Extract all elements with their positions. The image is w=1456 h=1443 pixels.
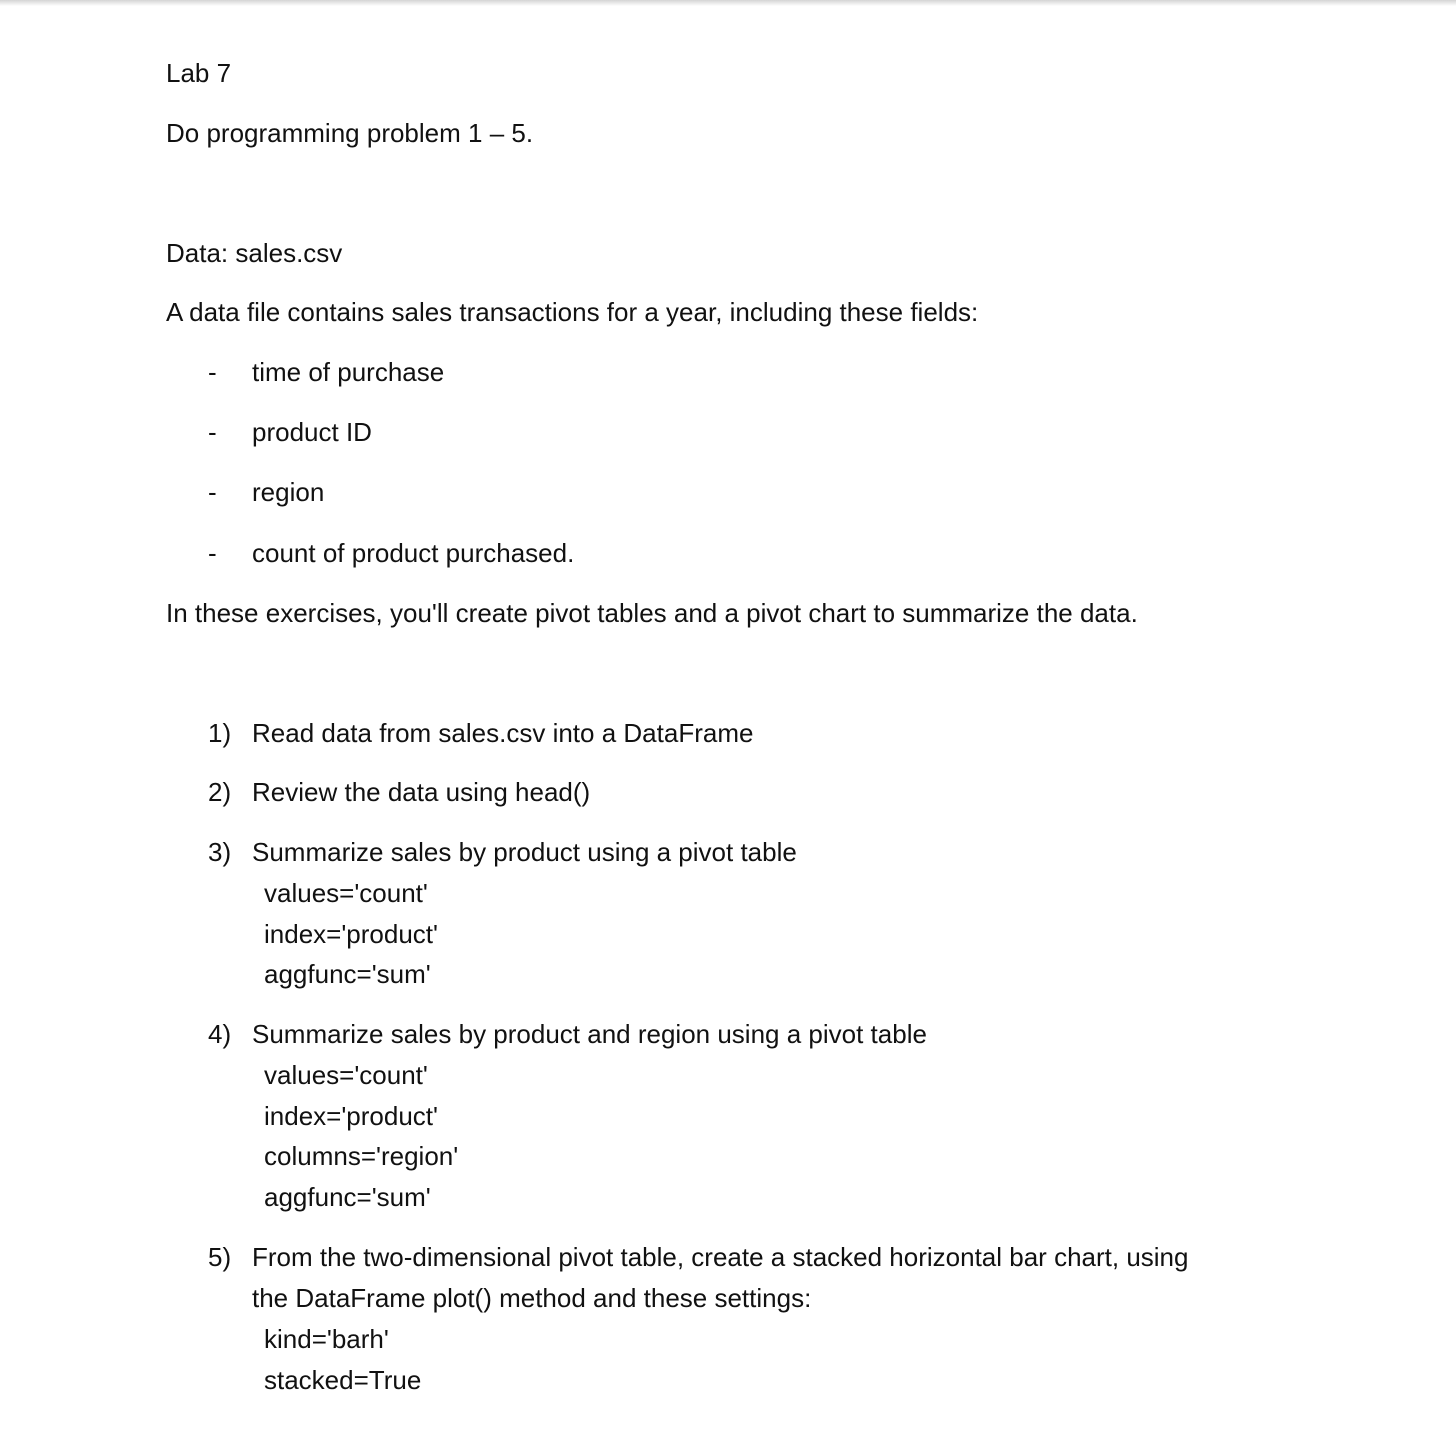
problem-param: aggfunc='sum' — [264, 959, 431, 989]
problem-param: aggfunc='sum' — [264, 1182, 431, 1212]
problem-text: Summarize sales by product and region using a pivot table — [252, 1019, 927, 1049]
problem-text: Read data from sales.csv into a DataFrame — [252, 718, 754, 748]
list-bullet: - — [208, 477, 217, 507]
intro-paragraph: In these exercises, you'll create pivot tables and a pivot chart to summarize the data. — [166, 598, 1138, 628]
field-item: time of purchase — [252, 357, 445, 387]
problem-param: index='product' — [264, 1101, 438, 1131]
problem-number: 2) — [208, 777, 232, 807]
problem-param: index='product' — [264, 919, 438, 949]
instruction-text: Do programming problem 1 – 5. — [166, 118, 534, 148]
problem-text-continued: the DataFrame plot() method and these settings: — [252, 1283, 812, 1313]
problem-param: columns='region' — [264, 1141, 459, 1171]
list-bullet: - — [208, 538, 217, 568]
data-description: A data file contains sales transactions for a year, including these fields: — [166, 297, 979, 327]
problem-text: Summarize sales by product using a pivot table — [252, 837, 797, 867]
problem-text: From the two-dimensional pivot table, create a stacked horizontal bar chart, using — [252, 1242, 1189, 1272]
problem-param: values='count' — [264, 878, 428, 908]
field-item: product ID — [252, 417, 372, 447]
problem-number: 4) — [208, 1019, 232, 1049]
page-top-edge — [0, 0, 1456, 6]
list-bullet: - — [208, 417, 217, 447]
field-item: region — [252, 477, 325, 507]
problem-param: values='count' — [264, 1060, 428, 1090]
problem-param: kind='barh' — [264, 1324, 389, 1354]
problem-number: 5) — [208, 1242, 232, 1272]
problem-number: 3) — [208, 837, 232, 867]
list-bullet: - — [208, 357, 217, 387]
problem-text: Review the data using head() — [252, 777, 591, 807]
problem-param: stacked=True — [264, 1365, 422, 1395]
field-item: count of product purchased. — [252, 538, 575, 568]
document-title: Lab 7 — [166, 58, 232, 88]
problem-number: 1) — [208, 718, 232, 748]
data-file-label: Data: sales.csv — [166, 238, 343, 268]
